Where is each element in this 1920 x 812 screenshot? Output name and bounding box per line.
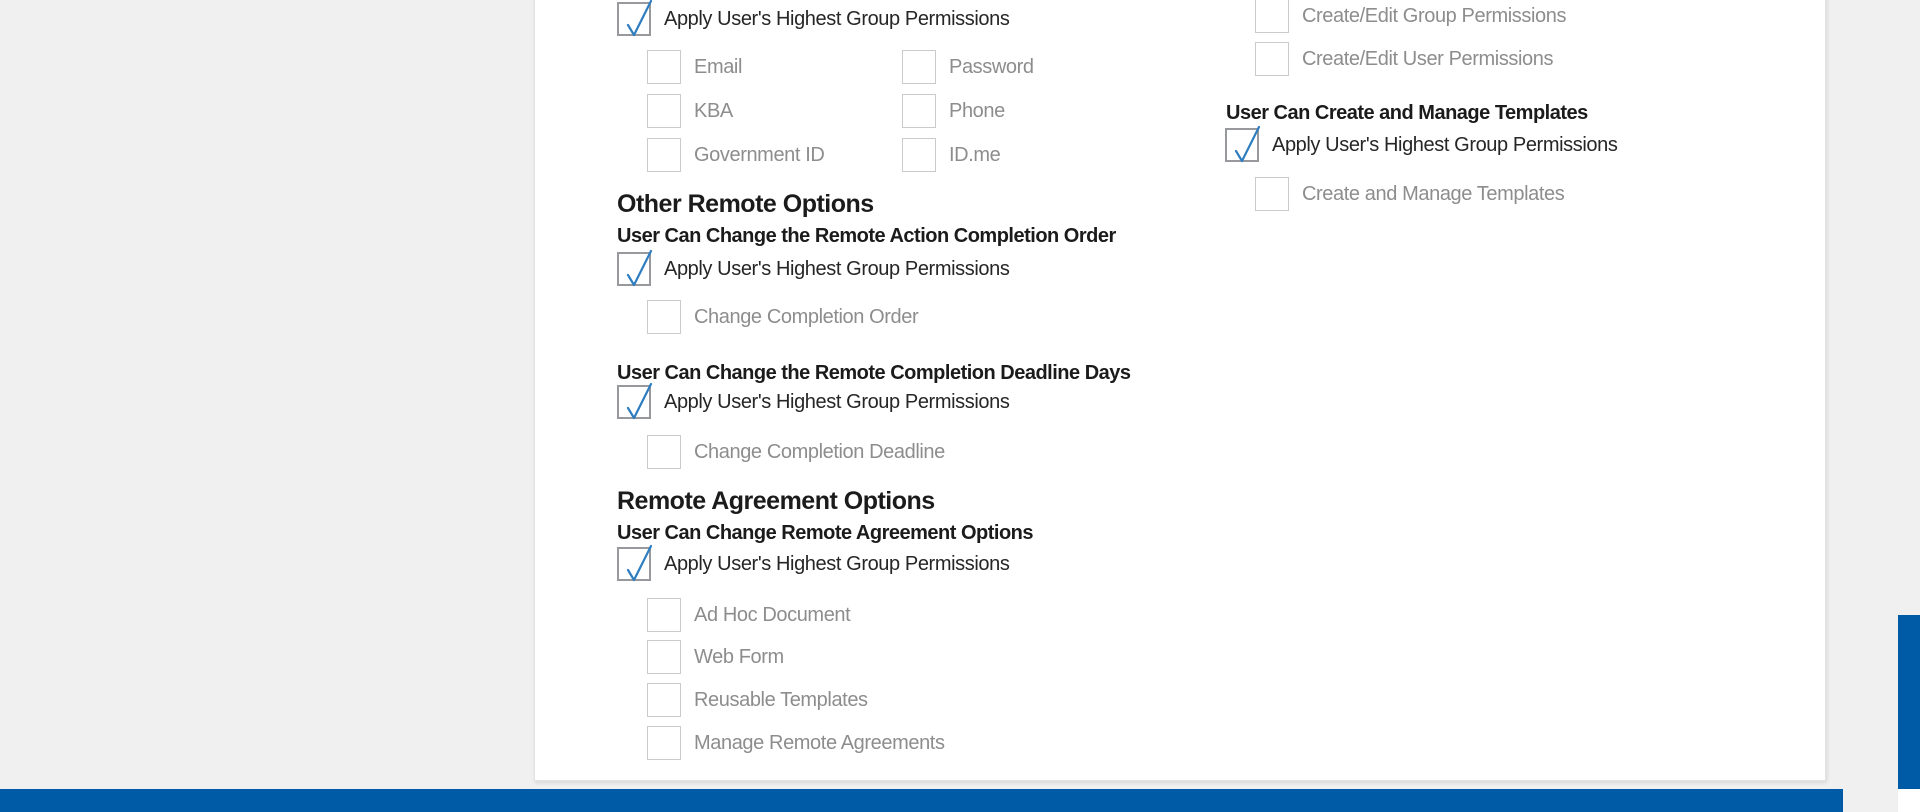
apply-highest-label: Apply User's Highest Group Permissions (664, 7, 1010, 30)
idme-label: ID.me (949, 143, 1001, 166)
apply-highest-checkbox-deadline[interactable] (617, 385, 651, 419)
checkmark-icon (620, 0, 654, 39)
auth-option-row (902, 94, 1005, 128)
phone-label: Phone (949, 99, 1005, 122)
create-edit-user-permissions-checkbox[interactable] (1255, 42, 1289, 76)
auth-option-row (647, 94, 733, 128)
kba-label: KBA (694, 99, 733, 122)
remote-agreement-options-heading: Remote Agreement Options (617, 487, 935, 515)
sub-option-row (1255, 0, 1566, 33)
sub-option-row (647, 726, 945, 760)
sub-option-row (647, 435, 945, 469)
checkmark-icon (620, 245, 654, 289)
change-completion-order-label: Change Completion Order (694, 305, 919, 328)
government-id-label: Government ID (694, 143, 825, 166)
manage-remote-agreements-checkbox[interactable] (647, 726, 681, 760)
apply-highest-checkbox-agreement[interactable] (617, 547, 651, 581)
sub-option-row (647, 683, 868, 717)
create-edit-group-permissions-label: Create/Edit Group Permissions (1302, 4, 1567, 27)
action-order-title: User Can Change the Remote Action Completion Order (617, 225, 1116, 247)
templates-title: User Can Create and Manage Templates (1226, 102, 1588, 124)
auth-option-row (902, 50, 1034, 84)
password-label: Password (949, 55, 1034, 78)
checkmark-icon (620, 378, 654, 422)
apply-highest-checkbox-templates[interactable] (1225, 128, 1259, 162)
auth-option-row (647, 50, 742, 84)
kba-checkbox[interactable] (647, 94, 681, 128)
create-edit-group-permissions-checkbox[interactable] (1255, 0, 1289, 33)
other-remote-options-heading: Other Remote Options (617, 190, 874, 218)
apply-highest-row-agreement (617, 547, 1009, 581)
sub-option-row (647, 640, 784, 674)
apply-highest-label: Apply User's Highest Group Permissions (1272, 133, 1618, 156)
sub-option-row (647, 598, 850, 632)
apply-highest-row-templates (1225, 128, 1617, 162)
deadline-title: User Can Change the Remote Completion Deadline Days (617, 362, 1131, 384)
apply-highest-row-action-order (617, 252, 1009, 286)
change-completion-order-checkbox[interactable] (647, 300, 681, 334)
government-id-checkbox[interactable] (647, 138, 681, 172)
scrollbar-thumb[interactable] (1898, 615, 1920, 789)
create-edit-user-permissions-label: Create/Edit User Permissions (1302, 47, 1554, 70)
create-manage-templates-checkbox[interactable] (1255, 177, 1289, 211)
checkmark-icon (1228, 121, 1262, 165)
scrollbar-track[interactable] (1898, 789, 1920, 812)
apply-highest-label: Apply User's Highest Group Permissions (664, 552, 1010, 575)
web-form-checkbox[interactable] (647, 640, 681, 674)
email-label: Email (694, 55, 743, 78)
password-checkbox[interactable] (902, 50, 936, 84)
auth-option-row (902, 138, 1000, 172)
sub-option-row (1255, 177, 1564, 211)
manage-remote-agreements-label: Manage Remote Agreements (694, 731, 945, 754)
apply-highest-label: Apply User's Highest Group Permissions (664, 390, 1010, 413)
email-checkbox[interactable] (647, 50, 681, 84)
apply-highest-row-remote-auth (617, 2, 1009, 36)
apply-highest-checkbox-action-order[interactable] (617, 252, 651, 286)
ad-hoc-document-label: Ad Hoc Document (694, 603, 851, 626)
sub-option-row (1255, 42, 1553, 76)
create-manage-templates-label: Create and Manage Templates (1302, 182, 1565, 205)
reusable-templates-checkbox[interactable] (647, 683, 681, 717)
agreement-options-title: User Can Change Remote Agreement Options (617, 522, 1034, 544)
apply-highest-label: Apply User's Highest Group Permissions (664, 257, 1010, 280)
apply-highest-row-deadline (617, 385, 1009, 419)
reusable-templates-label: Reusable Templates (694, 688, 868, 711)
apply-highest-checkbox-remote-auth[interactable] (617, 2, 651, 36)
sub-option-row (647, 300, 918, 334)
footer-bar (0, 789, 1843, 812)
change-completion-deadline-label: Change Completion Deadline (694, 440, 945, 463)
change-completion-deadline-checkbox[interactable] (647, 435, 681, 469)
phone-checkbox[interactable] (902, 94, 936, 128)
ad-hoc-document-checkbox[interactable] (647, 598, 681, 632)
web-form-label: Web Form (694, 645, 784, 668)
idme-checkbox[interactable] (902, 138, 936, 172)
auth-option-row (647, 138, 824, 172)
checkmark-icon (620, 540, 654, 584)
